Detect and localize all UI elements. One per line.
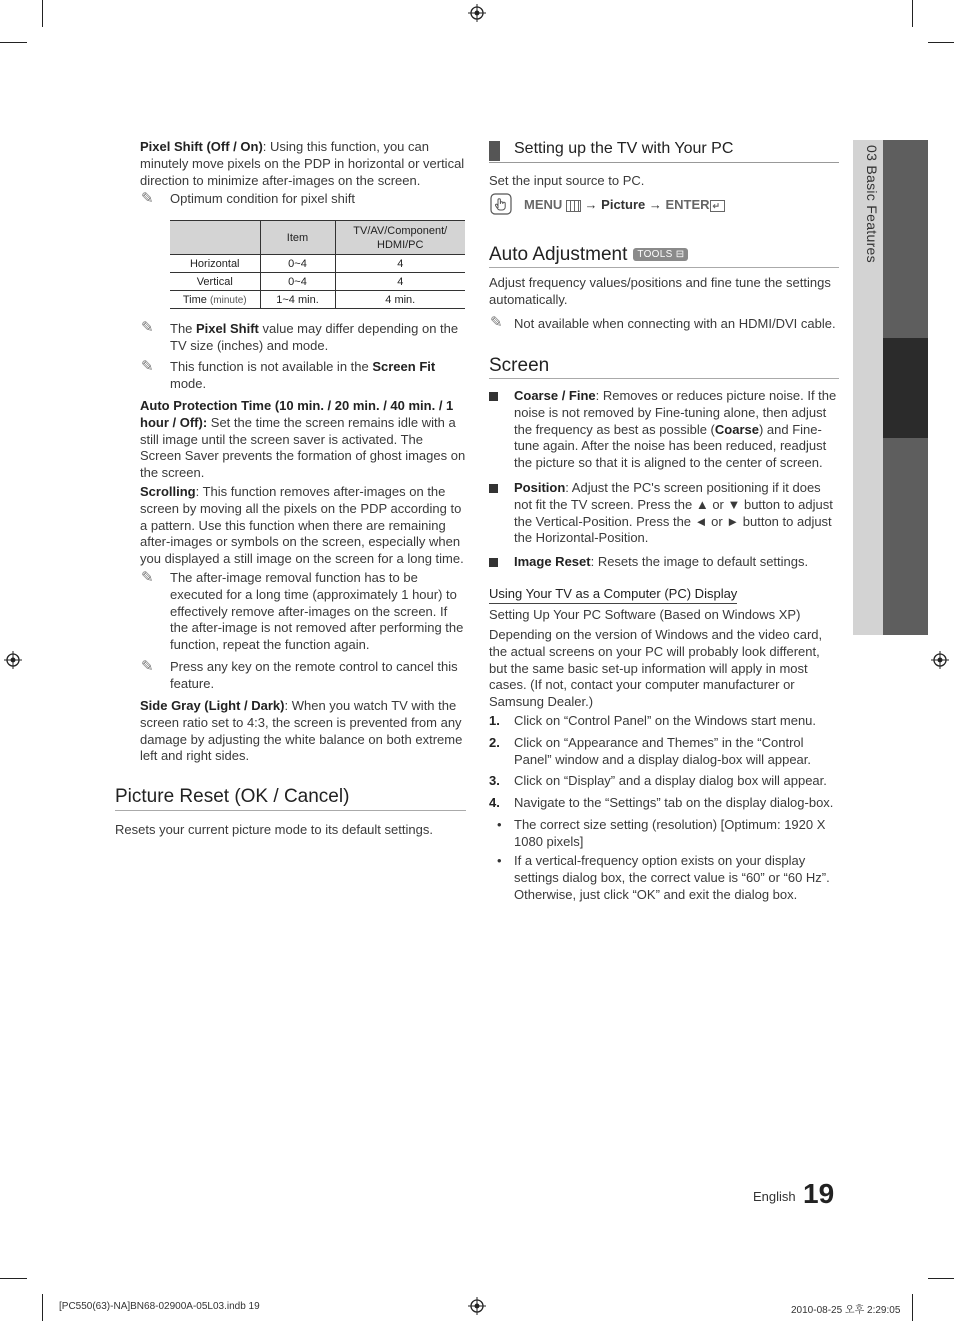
page-language: English	[753, 1189, 796, 1204]
crop-mark	[928, 1278, 954, 1279]
coarse-fine-item	[514, 388, 839, 472]
bullet-dot: •	[497, 817, 502, 832]
step-number: 2.	[489, 735, 500, 750]
pixel-shift-paragraph	[140, 139, 466, 189]
table-cell: Vertical	[170, 273, 260, 291]
auto-adjustment-note: Not available when connecting with an HDMI/DVI cable.	[514, 316, 836, 331]
pixel-shift-table	[170, 220, 465, 309]
coarse-text: ) and Fine-tune again. After the noise has been reduced, readjust the picture so that it is aligned to the center of screen.	[514, 421, 827, 471]
crop-mark	[0, 1278, 27, 1279]
side-gray-paragraph	[140, 698, 466, 765]
auto-adjustment-heading	[489, 244, 688, 266]
picture-reset-text: Resets your current picture mode to its default settings.	[115, 822, 433, 837]
menu-label: MENU	[524, 197, 563, 212]
note-pencil-icon: ✎	[490, 314, 503, 331]
windows-version-text: Depending on the version of Windows and the video card, the actual screens on your PC will probably look different, but the same basic set-up information will apply in most cases. (If not, contact your computer manufacturer or Samsung Dealer.)	[489, 627, 823, 710]
crop-mark	[42, 1294, 43, 1321]
auto-adjustment-text: Adjust frequency values/positions and fine tune the settings automatically.	[489, 275, 831, 307]
coarse-text: : Removes or reduces picture noise. If the noise is not removed by Fine-tuning alone, then adjust the frequency as best as possible (	[514, 388, 837, 437]
step-text: Click on “Display” and a display dialog box will appear.	[514, 773, 827, 788]
enter-icon: ↵	[710, 200, 725, 212]
remote-hand-icon	[490, 193, 512, 215]
note-text: The	[170, 321, 197, 336]
crop-mark	[912, 0, 913, 27]
section-divider	[115, 810, 466, 811]
step-text: Click on “Appearance and Themes” in the “Control Panel” window and a display dialog-box will appear.	[514, 735, 812, 767]
table-cell: 4	[335, 273, 465, 291]
side-gray-title: Side Gray (Light / Dark)	[140, 698, 285, 713]
menu-grid-icon	[566, 200, 581, 212]
table-cell: 4	[335, 255, 465, 273]
position-item	[514, 480, 839, 547]
table-row	[170, 273, 465, 291]
screen-fit-note	[170, 359, 466, 393]
step-number: 3.	[489, 773, 500, 788]
table-cell-text: Time	[182, 293, 207, 306]
section-divider	[489, 162, 839, 163]
arrow-icon: →	[584, 197, 598, 212]
image-reset-title: Image Reset	[514, 554, 591, 569]
auto-adjustment-title: Auto Adjustment	[489, 244, 628, 265]
section-divider	[489, 378, 839, 379]
note-pencil-icon: ✎	[141, 658, 154, 675]
crop-mark	[928, 42, 954, 43]
note-pencil-icon: ✎	[141, 190, 154, 207]
step-number: 4.	[489, 795, 500, 810]
bullet-dot: •	[497, 853, 502, 868]
chapter-tab-block	[883, 140, 928, 338]
scrolling-text: : This function removes after-images on the screen by moving all the pixels on the PDP according to a pattern. Use this function when there are remaining after-images or symbols on the screen, especially when you displayed a still image on the screen for a long time.	[140, 484, 464, 567]
footer-timestamp: 2010-08-25 오후 2:29:05	[791, 1305, 901, 1316]
position-text: : Adjust the PC's screen positioning if it does not fit the TV screen. Press the ▲ or ▼ button to adjust the Vertical-Position. Press the ◄ or ► button to adjust the Horizontal-Position.	[514, 480, 833, 546]
section-divider	[489, 267, 839, 268]
pixel-shift-note: Optimum condition for pixel shift	[170, 191, 355, 206]
position-title: Position	[514, 480, 566, 495]
bullet-square	[489, 484, 498, 493]
bullet-square	[489, 558, 498, 567]
arrow-icon: →	[648, 197, 662, 212]
chapter-tab-block	[883, 438, 928, 635]
scrolling-title: Scrolling	[140, 484, 196, 499]
page-number: 19	[803, 1178, 835, 1209]
table-cell: Horizontal	[170, 255, 260, 273]
table-cell: 1~4 min.	[260, 291, 335, 309]
coarse-bold: Coarse	[714, 421, 759, 437]
picture-reset-heading: Picture Reset (OK / Cancel)	[115, 786, 350, 807]
table-row	[170, 291, 465, 309]
coarse-title: Coarse / Fine	[514, 388, 596, 403]
chapter-tab-active	[883, 338, 928, 438]
auto-protection-paragraph	[140, 398, 466, 482]
registration-mark-icon	[468, 4, 486, 22]
footer-file-info: [PC550(63)-NA]BN68-02900A-05L03.indb 19	[59, 1301, 260, 1312]
menu-path	[524, 197, 725, 212]
note-bold: Screen Fit	[372, 359, 436, 374]
note-pencil-icon: ✎	[141, 358, 154, 375]
bullet-square	[489, 392, 498, 401]
table-cell: 4 min.	[335, 291, 465, 309]
table-cell	[170, 291, 260, 309]
pixel-shift-text: : Using this function, you can minutely move pixels on the PDP in horizontal or vertical direction to minimize after-images on the screen.	[140, 139, 465, 188]
after-image-note: The after-image removal function has to be executed for a long time (approximately 1 hour) to effectively remove after-images on the screen. If the after-image is not removed after performing the function, repeat the function again.	[170, 570, 464, 653]
tools-badge	[633, 248, 688, 261]
frequency-bullet: If a vertical-frequency option exists on your display settings dialog box, the correct value is “60” or “60 Hz”. Otherwise, just click “OK” and exit the dialog box.	[514, 853, 830, 902]
resolution-bullet: The correct size setting (resolution) [Optimum: 1920 X 1080 pixels]	[514, 817, 826, 849]
note-text: This function is not available in the	[170, 359, 373, 374]
table-cell: 0~4	[260, 255, 335, 273]
registration-mark-icon	[931, 651, 949, 669]
time-unit: (minute)	[209, 294, 247, 306]
step-number: 1.	[489, 713, 500, 728]
enter-label: ENTER	[665, 197, 710, 212]
step-text: Navigate to the “Settings” tab on the display dialog-box.	[514, 795, 834, 810]
table-header-cell: TV/AV/Component/ HDMI/PC	[335, 221, 465, 255]
screen-heading: Screen	[489, 355, 550, 376]
image-reset-text: : Resets the image to default settings.	[590, 554, 809, 569]
auto-protection-text: Set the time the screen remains idle with a still image until the screen saver is activated. The Screen Saver prevents the formation of ghost images on the screen.	[140, 414, 466, 481]
note-text: value may differ depending on the TV size (inches) and mode.	[170, 321, 459, 353]
table-header-cell: Item	[260, 221, 335, 255]
registration-mark-icon	[4, 651, 22, 669]
auto-protection-title: Auto Protection Time (10 min. / 20 min. / 40 min. / 1 hour / Off):	[140, 398, 454, 430]
note-pencil-icon: ✎	[141, 319, 154, 336]
registration-mark-icon	[468, 1297, 486, 1315]
crop-mark	[912, 1294, 913, 1321]
scrolling-paragraph	[140, 484, 466, 568]
tools-label: TOOLS	[637, 249, 673, 261]
side-gray-text: : When you watch TV with the screen ratio set to 4:3, the screen is prevented from any damage by adjusting the white balance on both extreme left and right sides.	[140, 698, 463, 764]
menu-picture-label: Picture	[601, 197, 646, 212]
tools-icon: ⊟	[675, 249, 685, 261]
subheading-bar	[489, 141, 500, 161]
pc-software-subheading: Setting Up Your PC Software (Based on Windows XP)	[489, 607, 801, 622]
table-header-row	[170, 221, 465, 255]
crop-mark	[0, 42, 27, 43]
note-pencil-icon: ✎	[141, 569, 154, 586]
pixel-shift-title: Pixel Shift (Off / On)	[140, 139, 263, 154]
pc-display-heading: Using Your TV as a Computer (PC) Display	[489, 586, 737, 604]
note-bold: Pixel Shift	[196, 321, 259, 336]
table-row	[170, 255, 465, 273]
step-text: Click on “Control Panel” on the Windows start menu.	[514, 713, 817, 728]
image-reset-item	[514, 554, 839, 571]
pc-setup-heading: Setting up the TV with Your PC	[514, 140, 734, 157]
cancel-note: Press any key on the remote control to cancel this feature.	[170, 659, 458, 691]
note-text: mode.	[170, 375, 207, 391]
pc-setup-text: Set the input source to PC.	[489, 173, 645, 188]
crop-mark	[42, 0, 43, 27]
table-header-cell	[170, 221, 260, 255]
pixel-shift-size-note	[170, 321, 466, 355]
table-cell: 0~4	[260, 273, 335, 291]
chapter-label: 03 Basic Features	[864, 145, 880, 263]
